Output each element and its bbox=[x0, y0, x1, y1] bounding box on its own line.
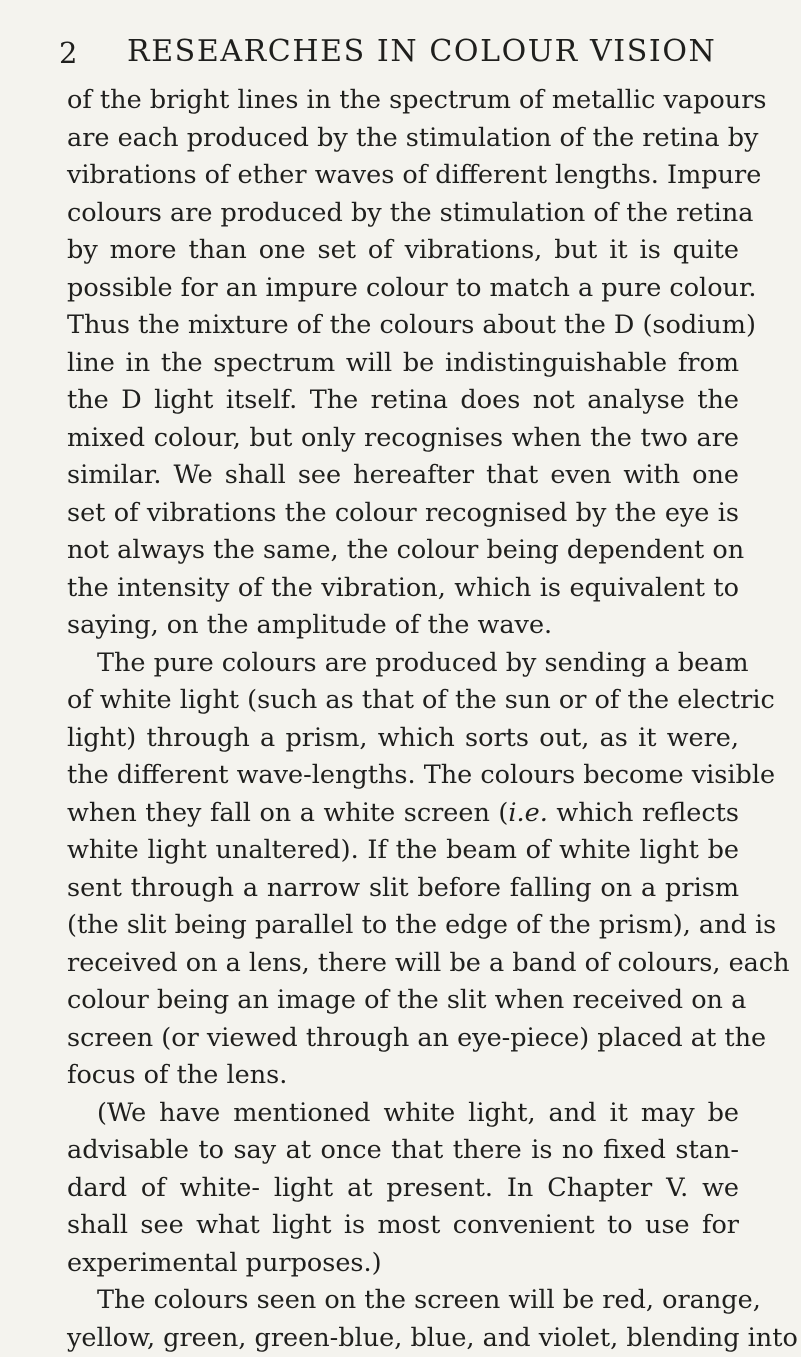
text-line: of white light (such as that of the sun or of the electric bbox=[67, 682, 739, 720]
text-line: shall see what light is most convenient to use for bbox=[67, 1207, 739, 1245]
text-line: the different wave-lengths. The colours become visible bbox=[67, 757, 739, 795]
text-line: white light unaltered). If the beam of white light be bbox=[67, 832, 739, 870]
text-line: colours are produced by the stimulation of the retina bbox=[67, 195, 739, 233]
text-line: dard of white- light at present. In Chapter V. we bbox=[67, 1170, 739, 1208]
text-line: light) through a prism, which sorts out, as it were, bbox=[67, 720, 739, 758]
text-line: the D light itself. The retina does not analyse the bbox=[67, 382, 739, 420]
text-line bbox=[67, 795, 739, 833]
text-line: yellow, green, green-blue, blue, and violet, blending into bbox=[67, 1320, 739, 1357]
paragraph-1 bbox=[67, 82, 739, 645]
text-line: set of vibrations the colour recognised by the eye is bbox=[67, 495, 739, 533]
paragraph-4 bbox=[67, 1282, 739, 1357]
paragraph-3 bbox=[67, 1095, 739, 1283]
text-line: saying, on the amplitude of the wave. bbox=[67, 607, 739, 645]
text-line: mixed colour, but only recognises when the two are bbox=[67, 420, 739, 458]
paragraph-2 bbox=[67, 645, 739, 1095]
text-segment: which reflects bbox=[548, 798, 739, 828]
text-line: Thus the mixture of the colours about the D (sodium) bbox=[67, 307, 739, 345]
text-line: of the bright lines in the spectrum of metallic vapours bbox=[67, 82, 739, 120]
text-line: possible for an impure colour to match a pure colour. bbox=[67, 270, 739, 308]
text-line: the intensity of the vibration, which is equivalent to bbox=[67, 570, 739, 608]
text-line: focus of the lens. bbox=[67, 1057, 739, 1095]
text-line: colour being an image of the slit when received on a bbox=[67, 982, 739, 1020]
text-line: The pure colours are produced by sending a beam bbox=[67, 645, 739, 683]
running-head: RESEARCHES IN COLOUR VISION bbox=[127, 34, 716, 70]
text-line: experimental purposes.) bbox=[67, 1245, 739, 1283]
text-line: line in the spectrum will be indistinguishable from bbox=[67, 345, 739, 383]
text-line: (We have mentioned white light, and it may be bbox=[67, 1095, 739, 1133]
text-segment: when they fall on a white screen ( bbox=[67, 798, 508, 828]
text-line: screen (or viewed through an eye-piece) placed at the bbox=[67, 1020, 739, 1058]
italic-abbreviation: i.e. bbox=[508, 798, 547, 828]
text-line: similar. We shall see hereafter that even with one bbox=[67, 457, 739, 495]
page-number: 2 bbox=[59, 36, 78, 70]
text-line: sent through a narrow slit before falling on a prism bbox=[67, 870, 739, 908]
text-line: The colours seen on the screen will be red, orange, bbox=[67, 1282, 739, 1320]
text-line: by more than one set of vibrations, but it is quite bbox=[67, 232, 739, 270]
body-text bbox=[67, 82, 739, 1357]
text-line: advisable to say at once that there is no fixed stan- bbox=[67, 1132, 739, 1170]
text-line: are each produced by the stimulation of the retina by bbox=[67, 120, 739, 158]
text-line: (the slit being parallel to the edge of the prism), and is bbox=[67, 907, 739, 945]
text-line: received on a lens, there will be a band of colours, each bbox=[67, 945, 739, 983]
text-line: not always the same, the colour being dependent on bbox=[67, 532, 739, 570]
text-line: vibrations of ether waves of different lengths. Impure bbox=[67, 157, 739, 195]
